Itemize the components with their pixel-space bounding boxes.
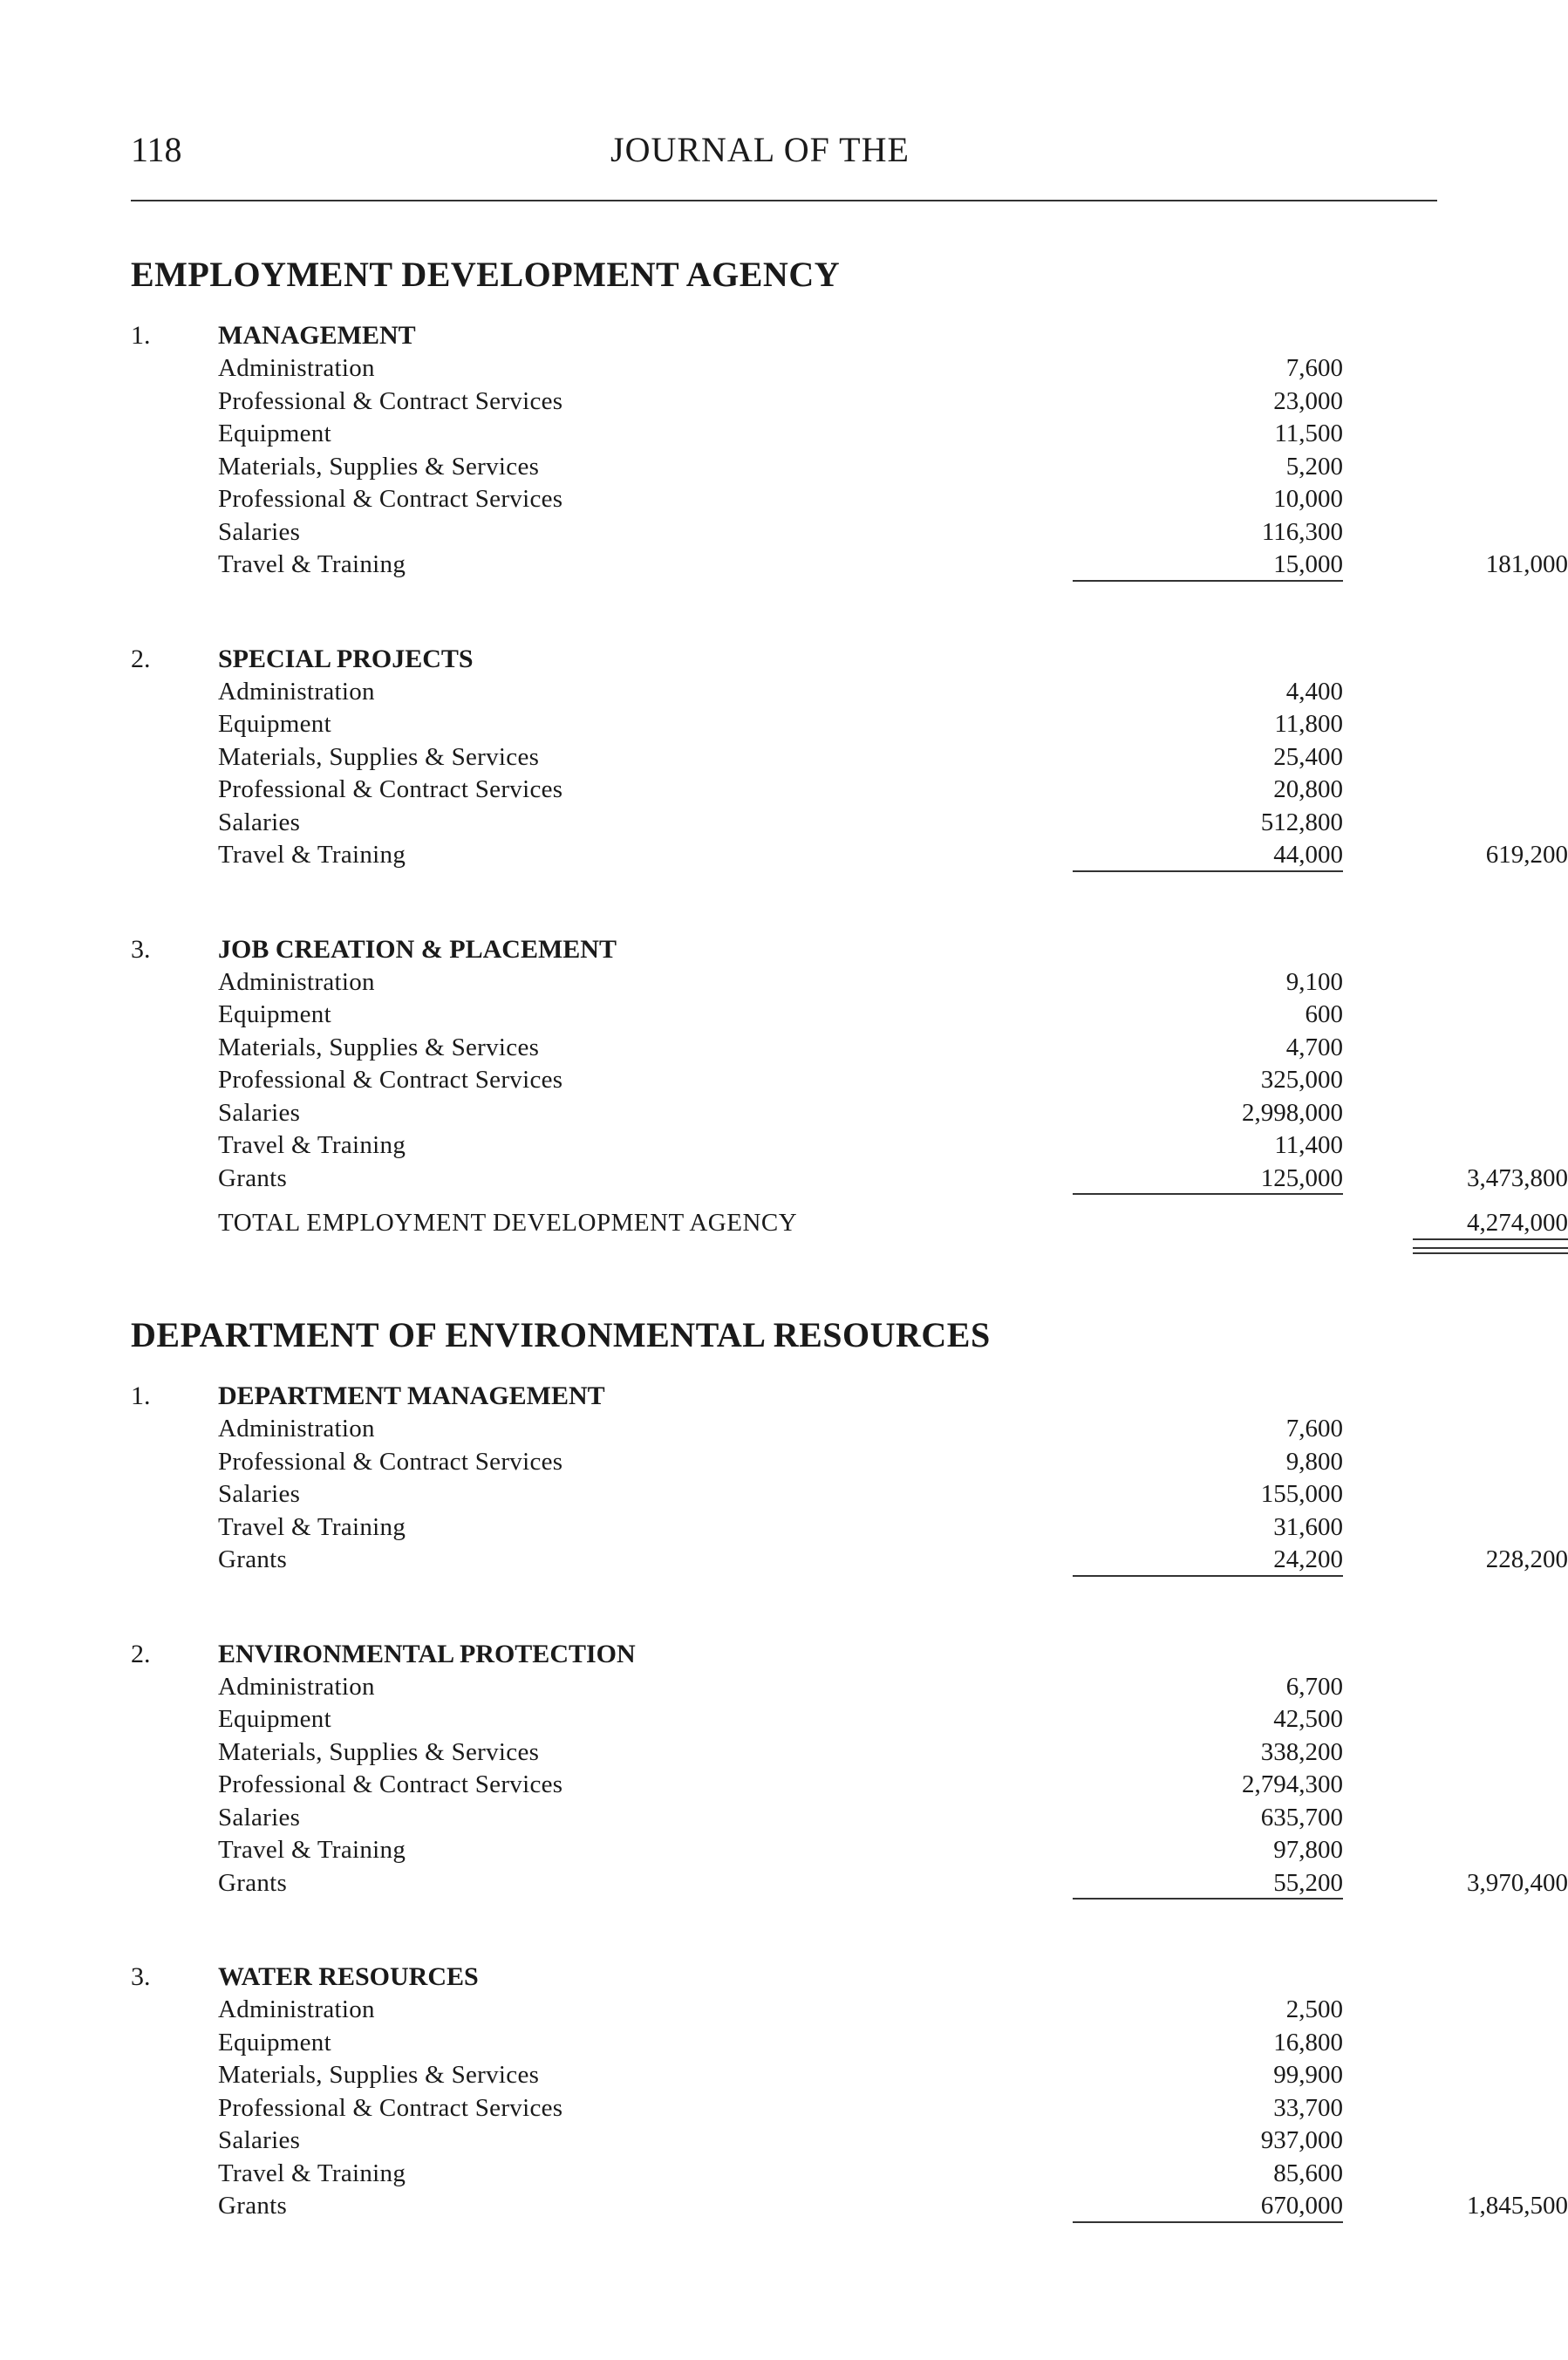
line-item-label: Travel & Training (218, 841, 411, 869)
line-item-amount: 635,700 (1260, 1803, 1343, 1831)
line-item-amount: 2,998,000 (1242, 1098, 1343, 1127)
line-item-leader (218, 385, 1129, 419)
line-item-leader (218, 1032, 1129, 1065)
line-item-amount: 4,700 (1285, 1033, 1343, 1061)
line-item-label: Professional & Contract Services (218, 2094, 568, 2122)
line-item-label: Travel & Training (218, 550, 411, 578)
section-total: 228,200 (1485, 1545, 1568, 1573)
line-item-row (131, 483, 1439, 516)
section-total: 181,000 (1485, 550, 1568, 578)
line-item-amount: 125,000 (1073, 1163, 1343, 1196)
line-item-amount: 2,794,300 (1242, 1770, 1343, 1798)
line-item-label: Travel & Training (218, 1836, 411, 1864)
line-item-amount: 11,400 (1274, 1131, 1343, 1159)
line-item-leader (218, 1994, 1129, 2027)
line-item-amount: 7,600 (1285, 1415, 1343, 1443)
line-item-row (131, 2059, 1439, 2092)
line-item-leader (218, 549, 1129, 582)
line-item-label: Materials, Supplies & Services (218, 1738, 544, 1766)
line-item-leader (218, 1413, 1129, 1446)
line-item-label: Travel & Training (218, 1513, 411, 1541)
line-item-leader (218, 352, 1129, 385)
line-item-leader (218, 1129, 1129, 1163)
line-item-leader (218, 2027, 1129, 2060)
line-item-amount: 9,100 (1285, 967, 1343, 996)
header-rule (131, 200, 1437, 201)
section-number: 3. (131, 1962, 151, 1991)
line-item-row (131, 1867, 1568, 1900)
line-item-row (131, 2190, 1568, 2223)
line-item-label: Salaries (218, 2126, 305, 2154)
section-header (131, 319, 1439, 352)
section-title: WATER RESOURCES (218, 1962, 479, 1991)
line-item-leader (218, 1769, 1129, 1802)
line-item-amount: 6,700 (1285, 1672, 1343, 1701)
line-item-leader (218, 2092, 1129, 2125)
budget-content (131, 253, 1568, 2284)
budget-section (131, 1380, 1568, 1577)
line-item-row (131, 774, 1439, 807)
budget-section (131, 319, 1568, 582)
section-title: ENVIRONMENTAL PROTECTION (218, 1639, 636, 1668)
line-item-label: Administration (218, 968, 380, 996)
line-item-label: Materials, Supplies & Services (218, 1033, 544, 1061)
line-item-amount: 600 (1305, 1000, 1343, 1028)
running-head: JOURNAL OF THE (610, 130, 910, 169)
line-item-row (131, 1064, 1439, 1097)
line-item-row (131, 1736, 1439, 1770)
line-item-label: Administration (218, 1995, 380, 2023)
line-item-label: Salaries (218, 518, 305, 546)
section-number: 1. (131, 1381, 151, 1410)
budget-section (131, 933, 1568, 1196)
line-item-leader (218, 774, 1129, 807)
line-item-amount: 11,800 (1274, 710, 1343, 738)
line-item-row (131, 676, 1439, 709)
line-item-amount: 325,000 (1260, 1066, 1343, 1094)
line-item-leader (218, 1163, 1129, 1196)
line-item-row (131, 516, 1439, 549)
line-item-leader (218, 2059, 1129, 2092)
line-item-leader (218, 839, 1129, 872)
line-item-label: Administration (218, 1415, 380, 1443)
line-item-row (131, 385, 1439, 419)
line-item-row (131, 1097, 1439, 1130)
section-header (131, 1961, 1439, 1994)
line-item-amount: 31,600 (1273, 1512, 1343, 1541)
agency-title: EMPLOYMENT DEVELOPMENT AGENCY (131, 255, 841, 294)
line-item-label: Travel & Training (218, 1131, 411, 1159)
line-item-amount: 9,800 (1285, 1447, 1343, 1476)
agency-title: DEPARTMENT OF ENVIRONMENTAL RESOURCES (131, 1315, 991, 1354)
line-item-row (131, 2027, 1439, 2060)
line-item-amount: 24,200 (1073, 1544, 1343, 1577)
line-item-label: Equipment (218, 710, 337, 738)
line-item-amount: 11,500 (1274, 419, 1343, 447)
line-item-row (131, 1769, 1439, 1802)
line-item-leader (218, 1736, 1129, 1770)
line-item-leader (218, 708, 1129, 741)
section-total: 3,473,800 (1467, 1163, 1568, 1192)
grand-total-amount: 4,274,000 (1413, 1205, 1568, 1240)
line-item-label: Administration (218, 678, 380, 706)
line-item-amount: 20,800 (1273, 775, 1343, 803)
line-item-row (131, 549, 1568, 582)
line-item-leader (218, 2190, 1129, 2223)
section-total: 1,845,500 (1467, 2192, 1568, 2220)
line-item-row (131, 999, 1439, 1032)
line-item-leader (218, 1478, 1129, 1511)
section-total: 3,970,400 (1467, 1868, 1568, 1897)
line-item-amount: 2,500 (1285, 1995, 1343, 2023)
line-item-amount: 937,000 (1260, 2126, 1343, 2154)
line-item-leader (218, 1867, 1129, 1900)
line-item-amount: 55,200 (1073, 1867, 1343, 1900)
line-item-leader (218, 999, 1129, 1032)
line-item-leader (218, 1802, 1129, 1835)
line-item-row (131, 1544, 1568, 1577)
line-item-label: Equipment (218, 1705, 337, 1733)
line-item-row (131, 1834, 1439, 1867)
line-item-leader (218, 1703, 1129, 1736)
section-title: DEPARTMENT MANAGEMENT (218, 1381, 605, 1410)
line-item-leader (218, 1064, 1129, 1097)
line-item-amount: 15,000 (1073, 549, 1343, 582)
section-number: 2. (131, 644, 151, 673)
grand-total-label: TOTAL EMPLOYMENT DEVELOPMENT AGENCY (218, 1209, 802, 1237)
budget-section (131, 643, 1568, 872)
line-item-label: Materials, Supplies & Services (218, 453, 544, 481)
line-item-row (131, 451, 1439, 484)
line-item-label: Salaries (218, 1099, 305, 1127)
line-item-label: Materials, Supplies & Services (218, 743, 544, 771)
line-item-leader (218, 966, 1129, 999)
line-item-label: Equipment (218, 2029, 337, 2056)
section-number: 2. (131, 1639, 151, 1668)
agency-block (131, 1313, 1568, 2223)
line-item-amount: 4,400 (1285, 677, 1343, 706)
budget-section (131, 1638, 1568, 1900)
line-item-leader (218, 807, 1129, 840)
line-item-leader (218, 483, 1129, 516)
grand-total-leader (218, 1205, 1345, 1240)
line-item-leader (218, 2125, 1129, 2158)
line-item-label: Equipment (218, 419, 337, 447)
grand-total-row (131, 1205, 1568, 1240)
line-item-label: Materials, Supplies & Services (218, 2061, 544, 2089)
line-item-row (131, 418, 1439, 451)
line-item-label: Professional & Contract Services (218, 775, 568, 803)
line-item-row (131, 1511, 1439, 1545)
line-item-amount: 23,000 (1273, 386, 1343, 415)
section-header (131, 643, 1439, 676)
line-item-label: Administration (218, 354, 380, 382)
section-number: 3. (131, 934, 151, 964)
budget-section (131, 1961, 1568, 2223)
line-item-row (131, 741, 1439, 774)
line-item-row (131, 966, 1439, 999)
line-item-label: Travel & Training (218, 2159, 411, 2187)
line-item-leader (218, 516, 1129, 549)
line-item-label: Professional & Contract Services (218, 1770, 568, 1798)
line-item-amount: 7,600 (1285, 354, 1343, 382)
agency-block (131, 253, 1568, 1240)
line-item-amount: 5,200 (1285, 452, 1343, 481)
line-item-label: Equipment (218, 1000, 337, 1028)
line-item-leader (218, 451, 1129, 484)
line-item-leader (218, 1097, 1129, 1130)
section-title: JOB CREATION & PLACEMENT (218, 934, 617, 964)
line-item-amount: 116,300 (1261, 517, 1343, 546)
line-item-row (131, 2158, 1439, 2191)
line-item-leader (218, 418, 1129, 451)
line-item-row (131, 807, 1439, 840)
line-item-amount: 338,200 (1260, 1737, 1343, 1766)
section-title: MANAGEMENT (218, 321, 416, 350)
line-item-label: Professional & Contract Services (218, 485, 568, 513)
section-header (131, 1380, 1439, 1413)
line-item-leader (218, 1671, 1129, 1704)
line-item-amount: 512,800 (1260, 808, 1343, 836)
line-item-row (131, 1129, 1439, 1163)
line-item-row (131, 1413, 1439, 1446)
line-item-label: Professional & Contract Services (218, 1066, 568, 1094)
line-item-row (131, 708, 1439, 741)
line-item-row (131, 839, 1568, 872)
line-item-label: Professional & Contract Services (218, 1448, 568, 1476)
line-item-leader (218, 2158, 1129, 2191)
line-item-row (131, 1032, 1439, 1065)
line-item-leader (218, 1544, 1129, 1577)
line-item-leader (218, 676, 1129, 709)
line-item-leader (218, 1834, 1129, 1867)
page-number: 118 (131, 130, 182, 169)
line-item-label: Salaries (218, 1480, 305, 1508)
line-item-amount: 97,800 (1273, 1836, 1343, 1864)
line-item-amount: 670,000 (1073, 2190, 1343, 2223)
line-item-leader (218, 1511, 1129, 1545)
line-item-amount: 33,700 (1273, 2093, 1343, 2122)
line-item-amount: 155,000 (1260, 1480, 1343, 1508)
line-item-row (131, 1994, 1439, 2027)
line-item-row (131, 352, 1439, 385)
line-item-amount: 25,400 (1273, 742, 1343, 771)
section-number: 1. (131, 321, 151, 350)
line-item-amount: 10,000 (1273, 485, 1343, 513)
line-item-amount: 44,000 (1073, 839, 1343, 872)
line-item-row (131, 2125, 1439, 2158)
line-item-row (131, 1163, 1568, 1196)
line-item-label: Grants (218, 1545, 292, 1573)
line-item-label: Grants (218, 1869, 292, 1897)
line-item-amount: 42,500 (1273, 1705, 1343, 1733)
line-item-row (131, 2092, 1439, 2125)
line-item-amount: 99,900 (1273, 2061, 1343, 2089)
line-item-amount: 85,600 (1273, 2159, 1343, 2187)
section-header (131, 1638, 1439, 1671)
line-item-label: Grants (218, 1164, 292, 1192)
section-title: SPECIAL PROJECTS (218, 644, 474, 673)
line-item-label: Salaries (218, 808, 305, 836)
section-header (131, 933, 1439, 966)
line-item-label: Administration (218, 1673, 380, 1701)
line-item-row (131, 1703, 1439, 1736)
line-item-row (131, 1446, 1439, 1479)
double-underline (1413, 1247, 1568, 1254)
line-item-label: Professional & Contract Services (218, 387, 568, 415)
line-item-row (131, 1671, 1439, 1704)
line-item-leader (218, 741, 1129, 774)
section-total: 619,200 (1485, 841, 1568, 869)
line-item-amount: 16,800 (1273, 2028, 1343, 2056)
line-item-leader (218, 1446, 1129, 1479)
line-item-row (131, 1802, 1439, 1835)
line-item-label: Salaries (218, 1804, 305, 1831)
line-item-row (131, 1478, 1439, 1511)
line-item-label: Grants (218, 2192, 292, 2220)
